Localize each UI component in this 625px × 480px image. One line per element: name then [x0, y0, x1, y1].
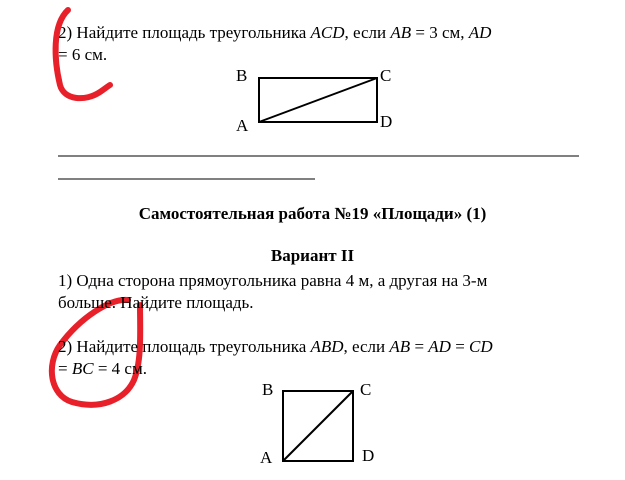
- segment-bc: BC: [71, 359, 94, 378]
- task-text: = 4 см.: [93, 359, 147, 378]
- segment-ad: AD: [428, 337, 451, 356]
- vertex-label-c: C: [380, 66, 392, 85]
- triangle-name: ACD: [310, 23, 345, 42]
- task-2-bottom: [58, 336, 580, 380]
- task-text: =: [410, 337, 429, 356]
- vertex-label-a: A: [260, 448, 273, 467]
- segment-ab: AB: [389, 337, 411, 356]
- variant-title: Вариант II: [270, 246, 355, 265]
- vertex-label-d: D: [380, 112, 393, 131]
- task-text: =: [58, 359, 72, 378]
- task-text: 2) Найдите площадь треугольника: [58, 23, 311, 42]
- vertex-label-d: D: [362, 446, 375, 465]
- task-1: [58, 270, 580, 314]
- task-text: , если: [343, 337, 390, 356]
- task-text: = 3 см,: [411, 23, 469, 42]
- segment-cd: CD: [469, 337, 493, 356]
- vertex-label-c: C: [360, 380, 372, 399]
- task-text: =: [450, 337, 470, 356]
- vertex-label-b: B: [236, 66, 248, 85]
- red-annotation-mark-top: [56, 10, 110, 98]
- task-line-2: больше. Найдите площадь.: [58, 293, 254, 312]
- task-line-1: 1) Одна сторона прямоугольника равна 4 м, а другая на 3-м: [58, 271, 488, 290]
- task-line-2: [58, 358, 580, 380]
- triangle-name: ABD: [310, 337, 344, 356]
- task-text: 2) Найдите площадь треугольника: [58, 337, 311, 356]
- segment-ad: AD: [468, 23, 492, 42]
- diagonal-ac: [259, 78, 377, 122]
- task-line-2: = 6 см.: [58, 45, 108, 64]
- vertex-label-a: A: [236, 116, 249, 135]
- vertex-label-b: B: [262, 380, 274, 399]
- work-title: Самостоятельная работа №19 «Площади» (1): [138, 204, 487, 223]
- diagonal-bd: [283, 391, 353, 461]
- task-text: , если: [344, 23, 391, 42]
- segment-ab: AB: [390, 23, 412, 42]
